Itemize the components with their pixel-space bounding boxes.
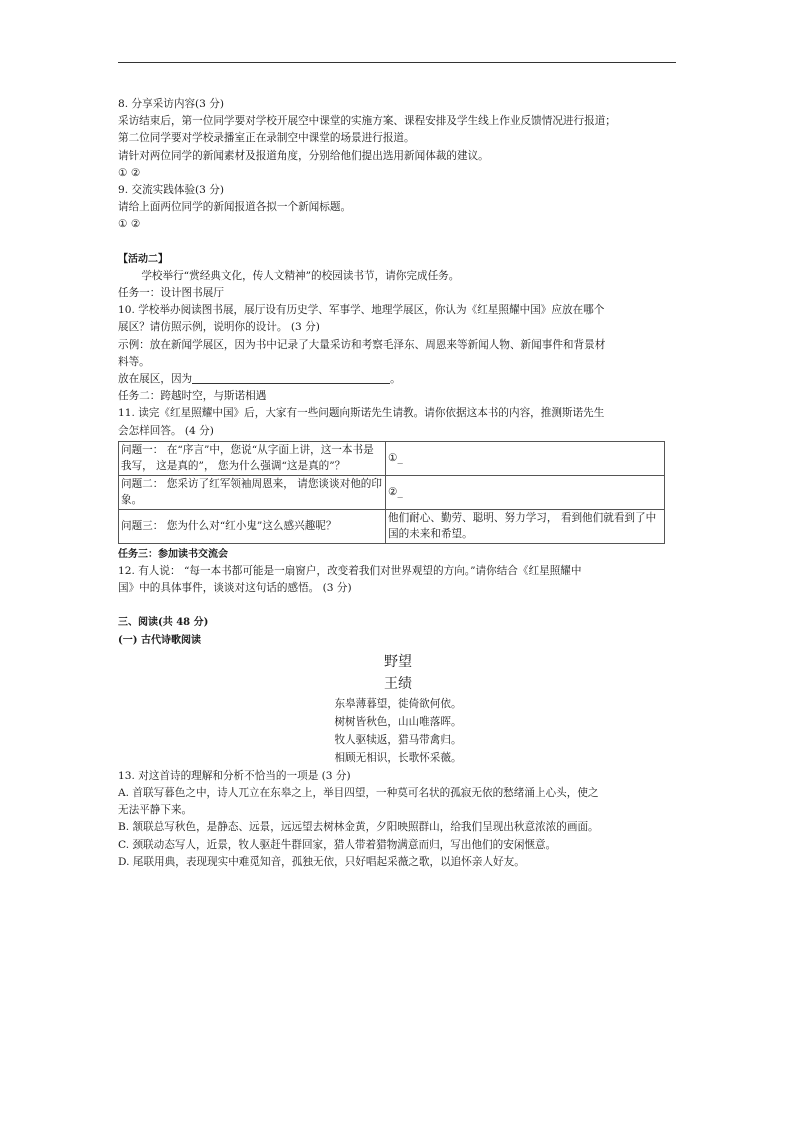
poem-title: 野望 — [384, 653, 412, 670]
option-c: C. 颈联动态写人，近景，牧人驱赶牛群回家，猎人带着猎物满意而归，写出他们的安闲惬意。 — [118, 838, 557, 851]
q8-line2: 第二位同学要对学校录播室正在录制空中课堂的场景进行报道。 — [118, 132, 415, 145]
poem-line: 树树皆秋色，山山唯落晖。 — [334, 716, 462, 729]
q11-line1: 11. 读完《红星照耀中国》后，大家有一些问题向斯诺先生请教。请你依据这本书的内容，推测斯诺先生 — [118, 407, 605, 420]
q8-line3: 请针对两位同学的新闻素材及报道角度，分别给他们提出选用新闻体裁的建议。 — [118, 149, 489, 162]
option-b: B. 颔联总写秋色，是静态、远景，远远望去树林金黄，夕阳映照群山，给我们呈现出秋意浓浓的画面。 — [118, 821, 599, 834]
q13-title: 13. 对这首诗的理解和分析不恰当的一项是 (3 分) — [118, 769, 351, 782]
q11-line2: 会怎样回答。 (4 分) — [118, 424, 214, 437]
activity2-heading: 【活动二】 — [118, 253, 168, 265]
task2-label: 任务二：跨越时空，与斯诺相遇 — [118, 390, 267, 403]
table-row — [119, 509, 665, 543]
q8-line1: 采访结束后，第一位同学要对学校开展空中课堂的实施方案、课程安排及学生线上作业反馈情况进行报道； — [118, 115, 616, 128]
q8-answer: ① ② — [118, 166, 141, 179]
q9-title: 9. 交流实践体验(3 分) — [118, 184, 225, 197]
task3-label: 任务三：参加读书交流会 — [118, 548, 228, 560]
table-cell-answer: 他们耐心、勤劳、聪明、努力学习， 看到他们就看到了中国的未来和希望。 — [386, 509, 665, 543]
table-cell-question: 问题三： 您为什么对“红小鬼”这么感兴趣呢？ — [119, 509, 386, 543]
task1-label: 任务一：设计图书展厅 — [118, 287, 224, 300]
example-line1: 示例：放在新闻学展区，因为书中记录了大量采访和考察毛泽东、周恩来等新闻人物、新闻事件和背景材 — [118, 338, 606, 351]
q8-title: 8. 分享采访内容(3 分) — [118, 98, 225, 110]
option-d: D. 尾联用典，表现现实中难觅知音，孤独无依，只好唱起采薇之歌，以追怀亲人好友。 — [118, 855, 525, 868]
q12-line2: 国》中的具体事件，谈谈对这句话的感悟。 (3 分) — [118, 582, 352, 595]
fill-in-line — [118, 371, 678, 388]
poem-line: 牧人驱犊返，猎马带禽归。 — [334, 734, 462, 747]
example-line2: 料等。 — [118, 355, 150, 368]
table-row — [119, 475, 665, 509]
q10-line1: 10. 学校举办阅读图书展，展厅设有历史学、军事学、地理学展区，你认为《红星照耀中国》应放在哪个 — [118, 304, 605, 317]
activity2-intro: 学校举行“赏经典文化，传人文精神”的校园读书节，请你完成任务。 — [141, 269, 460, 282]
section3-heading: 三、阅读(共 48 分) — [118, 617, 209, 629]
q9-answer: ① ② — [118, 218, 141, 231]
table-cell-answer: ②_ — [386, 475, 665, 509]
header-rule — [118, 62, 676, 63]
q10-line2: 展区？请仿照示例，说明你的设计。 (3 分) — [118, 321, 320, 334]
option-a-line2: 无法平静下来。 — [118, 804, 193, 817]
section3-subheading: (一) 古代诗歌阅读 — [118, 634, 201, 646]
page-content — [118, 96, 678, 871]
poem-author: 王绩 — [384, 675, 412, 692]
fill-suffix: 。 — [390, 373, 401, 386]
table-row — [119, 441, 665, 475]
poem — [118, 651, 678, 768]
qa-table — [118, 441, 665, 544]
q12-line1: 12. 有人说： “每一本书都可能是一扇窗户，改变着我们对世界观望的方向。”请你结合《红星照耀中 — [118, 565, 582, 578]
table-cell-question: 问题一： 在“序言”中，您说“从字面上讲，这一本书是我写， 这是真的”， 您为什么强调“这是真的”？ — [119, 441, 386, 475]
poem-line: 东皋薄暮望，徙倚欲何依。 — [334, 697, 462, 710]
answer-blank[interactable] — [192, 371, 390, 384]
poem-line: 相顾无相识，长歌怀采薇。 — [334, 752, 462, 765]
q9-line1: 请给上面两位同学的新闻报道各拟一个新闻标题。 — [118, 201, 352, 214]
fill-prefix: 放在展区，因为 — [118, 373, 193, 386]
table-cell-answer: ①_ — [386, 441, 665, 475]
table-cell-question: 问题二： 您采访了红军领袖周恩来， 请您谈谈对他的印象。 — [119, 475, 386, 509]
option-a-line1: A. 首联写暮色之中，诗人兀立在东皋之上，举目四望，一种莫可名状的孤寂无依的愁绪涌上心头，使之 — [118, 786, 599, 799]
